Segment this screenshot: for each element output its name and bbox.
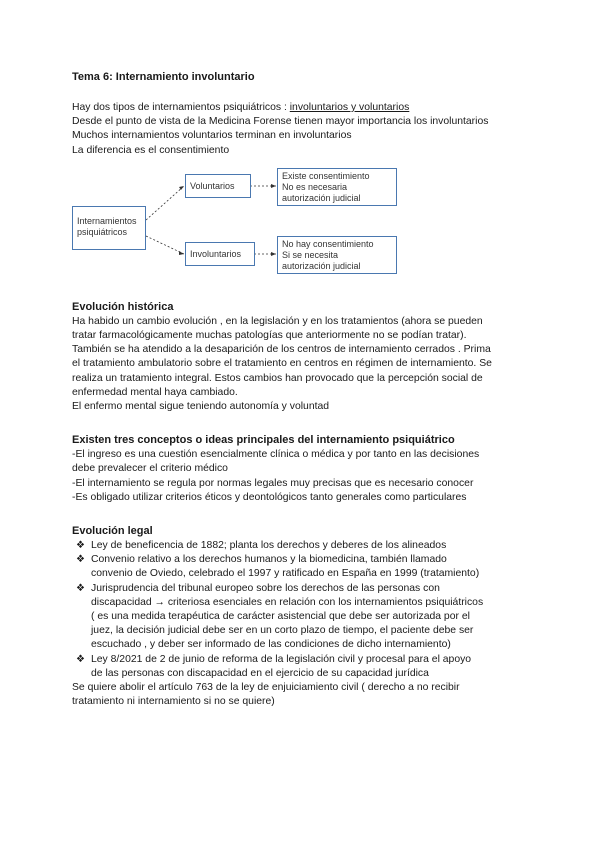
invol-detail-line: autorización judicial [282,260,361,271]
legal-bullet-item [72,653,542,681]
bullet-text-line: ( es una medida terapéutica de carácter asistencial que debe ser autorizada por el [91,611,470,623]
intro-underlined-types: involuntarios y voluntarios [289,102,410,113]
bullet-text-line: discapacidad → criteriosa esenciales en relación con los internamientos psiquiátricos [91,596,484,608]
connector-root-invol [146,236,184,254]
conceptos-line: -Es obligado utilizar criterios éticos y deontológicos tanto generales como particulares [72,491,467,503]
legal-heading: Evolución legal [72,525,153,538]
legal-bullet-item [72,582,542,653]
intro-line-1-prefix: Hay dos tipos de internamientos psiquiátricos : [72,102,290,113]
conceptos-line: -El internamiento se regula por normas legales muy precisas que es necesario conocer [72,477,474,489]
vol-detail-line: autorización judicial [282,192,361,203]
legal-bullet-item [72,553,542,581]
historia-line: También se ha atendido a la desaparición de los centros de internamiento cerrados . Prima [72,344,491,356]
historia-line: realiza un tratamiento integral. Estos cambios han provocado que la percepción social de [72,372,483,384]
voluntarios-detail-box [277,168,397,206]
bullet-text-line: escuchado , y deber ser informado de las condiciones de dicho internamiento) [91,639,451,651]
historia-line: el tratamiento ambulatorio sobre el tratamiento en centros en régimen de internamiento. Se [72,358,492,370]
involuntarios-box [185,242,255,266]
spacer [72,414,542,433]
root-label: Internamientos psiquiátricos [77,215,137,237]
bullet-text-line: Jurisprudencia del tribunal europeo sobre los derechos de las personas con [91,582,440,594]
bullet-text-line: de las personas con discapacidad en el ejercicio de su capacidad jurídica [91,667,429,679]
historia-line: enfermedad mental haya cambiado. [72,386,238,398]
arrowhead-invol-detail [271,252,276,256]
involuntarios-label: Involuntarios [190,248,242,259]
root-box [72,206,146,250]
vol-detail-line: No es necesaria [282,181,348,192]
intro-line-3: Muchos internamientos voluntarios terminan en involuntarios [72,130,352,142]
historia-line: El enfermo mental sigue teniendo autonomía y voluntad [72,401,330,413]
intro-line-4: La diferencia es el consentimiento [72,144,230,156]
voluntarios-label: Voluntarios [190,180,235,191]
bullet-text-line: convenio de Oviedo, celebrado el 1997 y ratificado en España en 1999 (tratamiento) [91,568,480,580]
conceptos-line: -El ingreso es una cuestión esencialmente clínica o médica y por tanto en las decisiones [72,449,480,461]
spacer [72,505,542,524]
legal-bullet-list [72,539,542,681]
conceptos-line: debe prevalecer el criterio médico [72,463,228,475]
bullet-text-line: Ley de beneficencia de 1882; planta los derechos y deberes de los alineados [91,540,447,552]
arrowhead-vol-detail [271,184,276,188]
intro-line-2: Desde el punto de vista de la Medicina Forense tienen mayor importancia los involuntarios [72,116,489,128]
historia-line: Ha habido un cambio evolución , en la legislación y en los tratamientos (ahora se pueden [72,315,483,327]
bullet-text-line: Convenio relativo a los derechos humanos y la biomedicina, también llamado [91,554,447,566]
diamond-bullet-icon: ❖ [76,554,85,566]
voluntarios-box [185,174,251,198]
spacer [72,85,542,101]
diamond-bullet-icon: ❖ [76,582,85,594]
legal-closing-line: tratamiento ni internamiento si no se quiere) [72,696,275,708]
historia-heading: Evolución histórica [72,300,174,313]
invol-detail-line: Si se necesita [282,249,339,260]
conceptos-heading: Existen tres conceptos o ideas principales del internamiento psiquiátrico [72,434,455,447]
bullet-text-line: Ley 8/2021 de 2 de junio de reforma de la legislación civil y procesal para el apoyo [91,653,472,665]
internamiento-diagram [72,168,542,300]
document-title: Tema 6: Internamiento involuntario [72,71,255,83]
document-page [72,70,542,709]
diamond-bullet-icon: ❖ [76,653,85,665]
historia-line: tratar farmacológicamente muchas patologías que anteriormente no se podían tratar). [72,330,467,342]
invol-detail-line: No hay consentimiento [282,238,374,249]
vol-detail-line: Existe consentimiento [282,170,370,181]
arrowhead-invol [179,251,184,255]
legal-bullet-item [72,539,542,553]
involuntarios-detail-box [277,236,397,274]
intro-line-1 [72,101,542,115]
legal-closing-line: Se quiere abolir el artículo 763 de la ley de enjuiciamiento civil ( derecho a no recibir [72,682,460,694]
diamond-bullet-icon: ❖ [76,540,85,552]
bullet-text-line: juez, la decisión judicial debe ser en un corto plazo de tiempo, el paciente debe ser [91,625,474,637]
connector-root-vol [146,186,184,220]
